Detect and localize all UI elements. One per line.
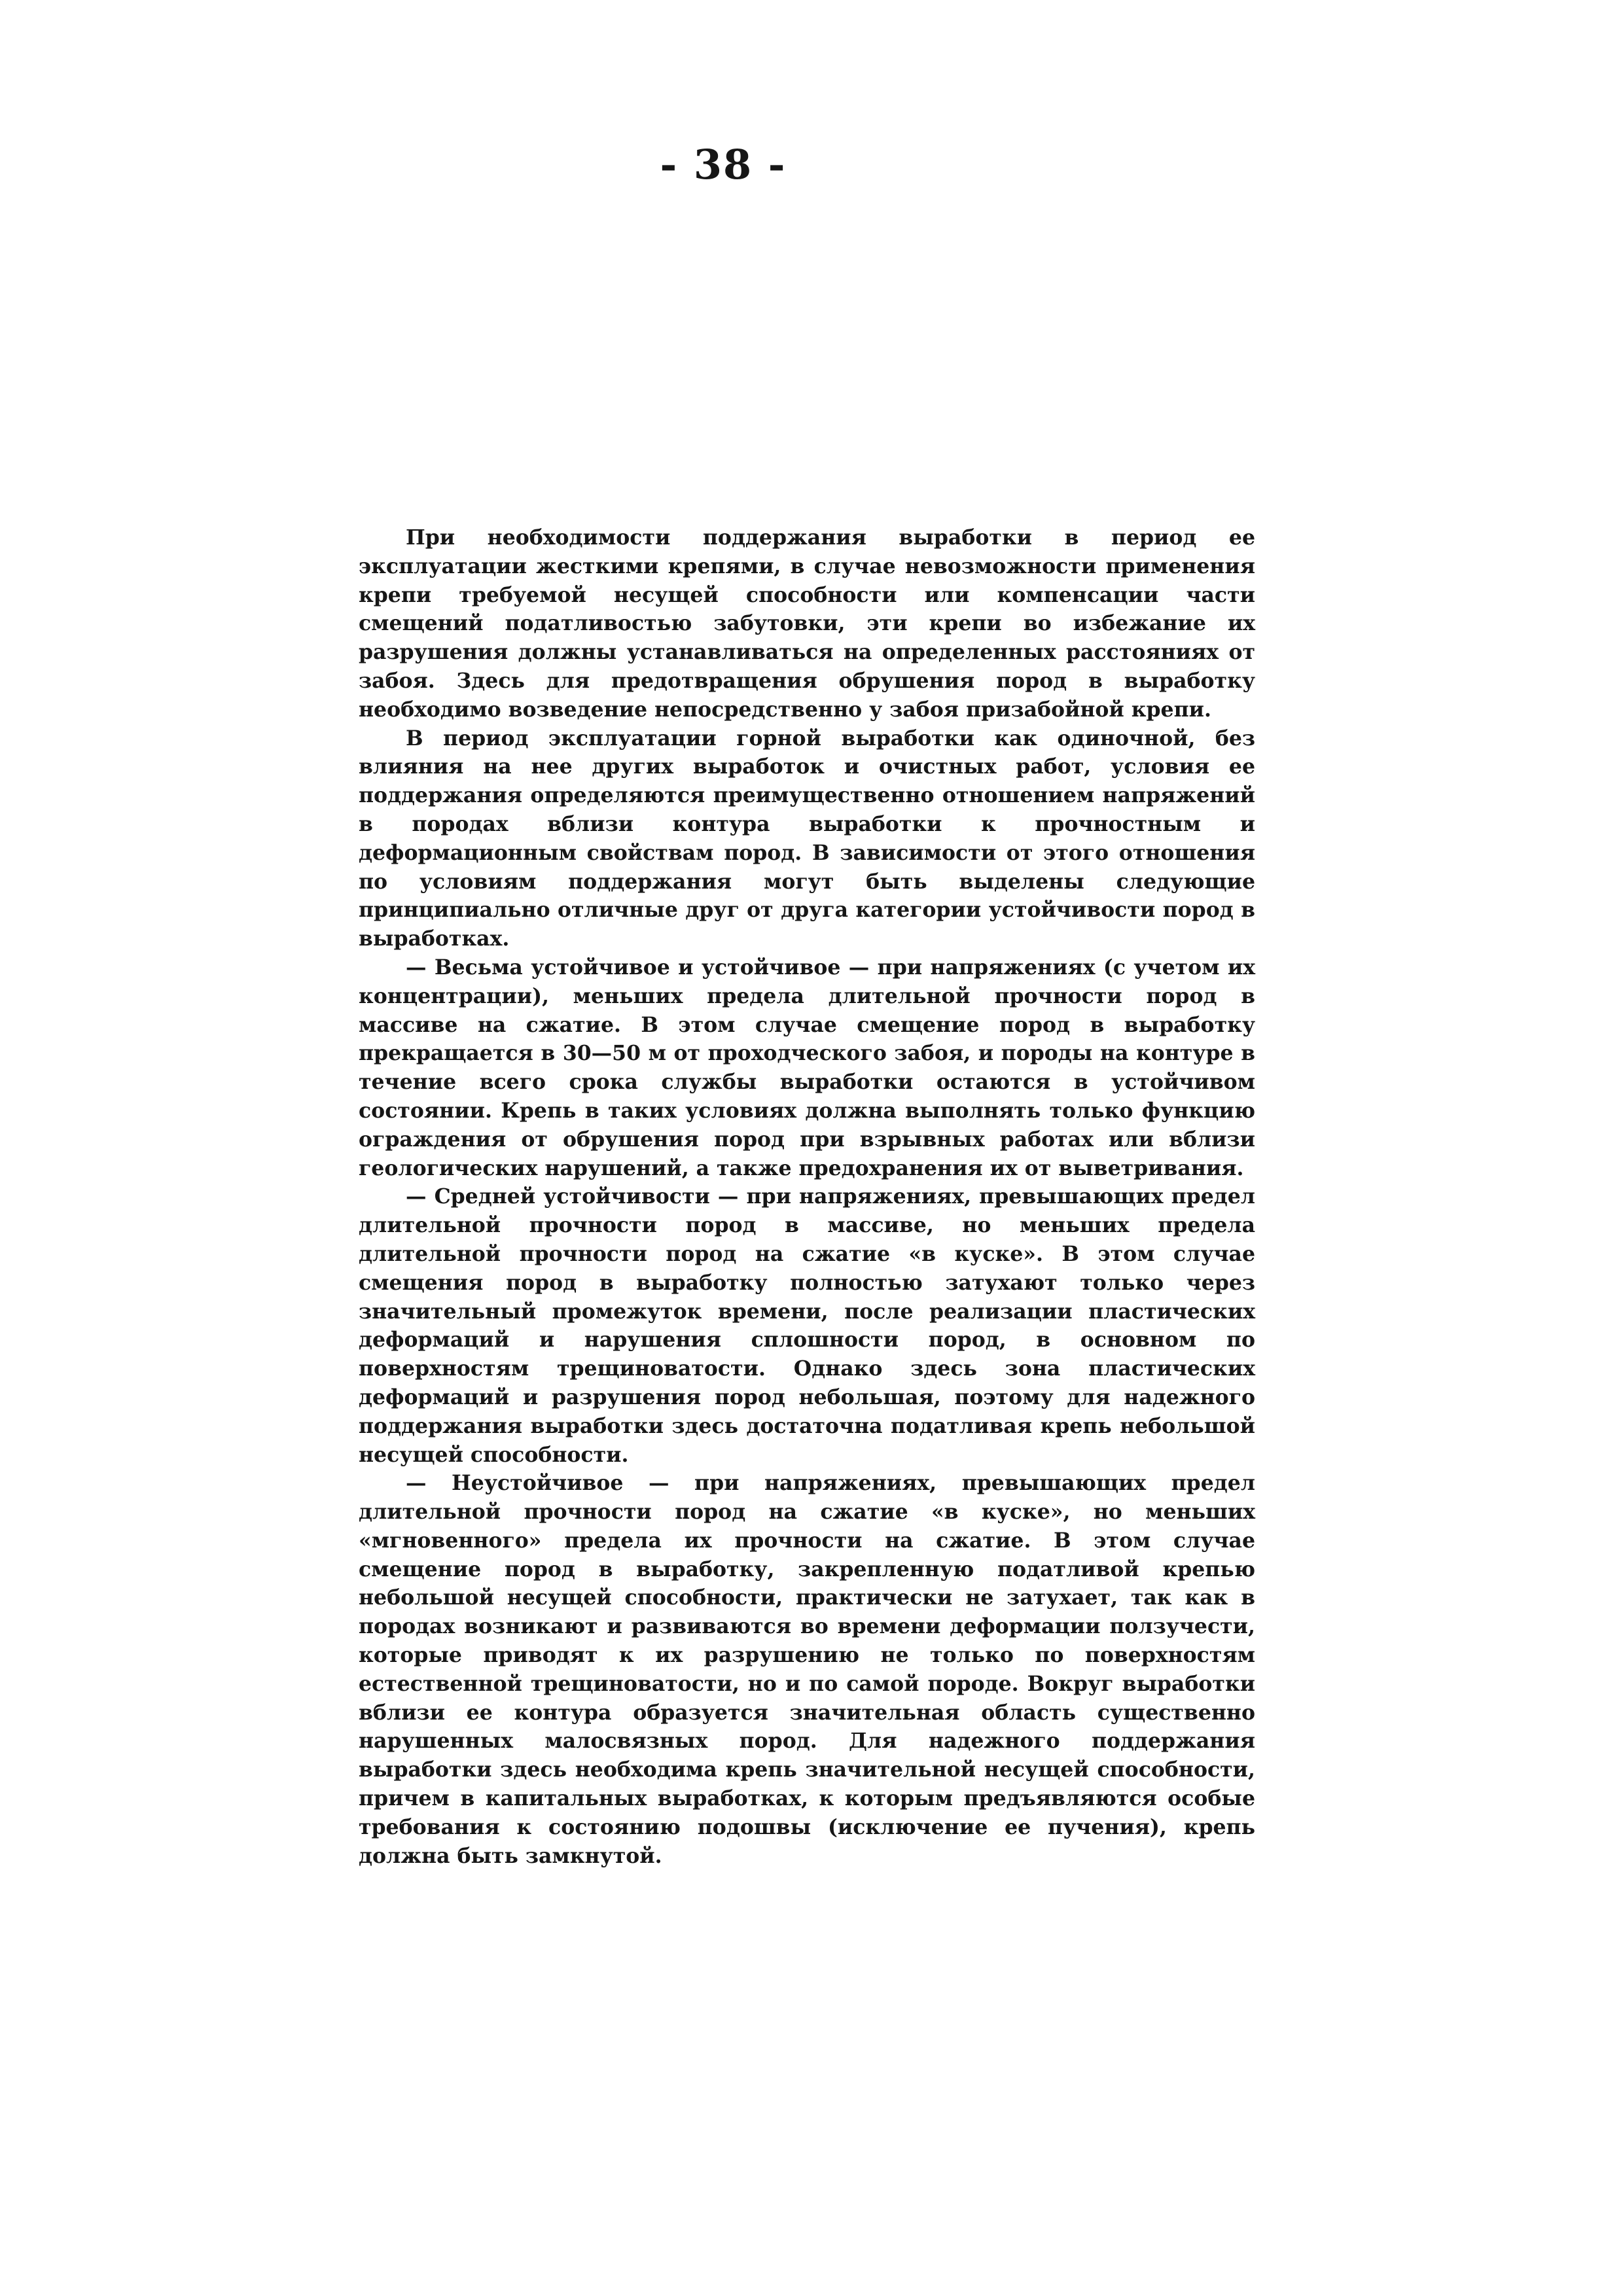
paragraph-5: — Неустойчивое — при напряжениях, превышающих предел длительной прочности пород на сжатие «в куске», но меньших «мгновенного» предела их прочности на сжатие. В этом случае смещение пород в выработку, закрепленную податливой крепью небольшой несущей способности, практически не затухает, так как в породах возникают и развиваются во времени деформации ползучести, которые приводят к их разрушению не только по поверхностям естественной трещиноватости, но и по самой породе. Вокруг выработки вблизи ее контура образуется значительная область существенно нарушенных малосвязных пород. Для надежного поддержания выработки здесь необходима крепь значительной несущей способности, причем в капитальных выработках, к которым предъявляются особые требования к состоянию подошвы (исключение ее пучения), крепь должна быть замкнутой. xyxy=(359,1471,1255,1868)
paragraph-3: — Весьма устойчивое и устойчивое — при напряжениях (с учетом их концентрации), меньших предела длительной прочности пород в массиве на сжатие. В этом случае смещение пород в выработку прекращается в 30—50 м от проходческого забоя, и породы на контуре в течение всего срока службы выработки остаются в устойчивом состоянии. Крепь в таких условиях должна выполнять только функцию ограждения от обрушения пород при взрывных работах или вблизи геологических нарушений, а также предохранения их от выветривания. xyxy=(359,955,1255,1180)
paragraph-2: В период эксплуатации горной выработки как одиночной, без влияния на нее других выработок и очистных работ, условия ее поддержания определяются преимущественно отношением напряжений в породах вблизи контура выработки к прочностным и деформационным свойствам пород. В зависимости от этого отношения по условиям поддержания могут быть выделены следующие принципиально отличные друг от друга категории устойчивости пород в выработках. xyxy=(359,726,1255,951)
page-number: - 38 - xyxy=(660,141,787,188)
paragraph-1: При необходимости поддержания выработки в период ее эксплуатации жесткими крепями, в случае невозможности применения крепи требуемой несущей способности или компенсации части смещений податливостью забутовки, эти крепи во избежание их разрушения должны устанавливаться на определенных расстояниях от забоя. Здесь для предотвращения обрушения пород в выработку необходимо возведение непосредственно у забоя призабойной крепи. xyxy=(359,525,1255,722)
paragraph-4: — Средней устойчивости — при напряжениях, превышающих предел длительной прочности пород в массиве, но меньших предела длительной прочности пород на сжатие «в куске». В этом случае смещения пород в выработку полностью затухают только через значительный промежуток времени, после реализации пластических деформаций и нарушения сплошности пород, в основном по поверхностям трещиноватости. Однако здесь зона пластических деформаций и разрушения пород небольшая, поэтому для надежного поддержания выработки здесь достаточна податливая крепь небольшой несущей способности. xyxy=(359,1184,1255,1467)
body-text xyxy=(359,523,1255,1870)
